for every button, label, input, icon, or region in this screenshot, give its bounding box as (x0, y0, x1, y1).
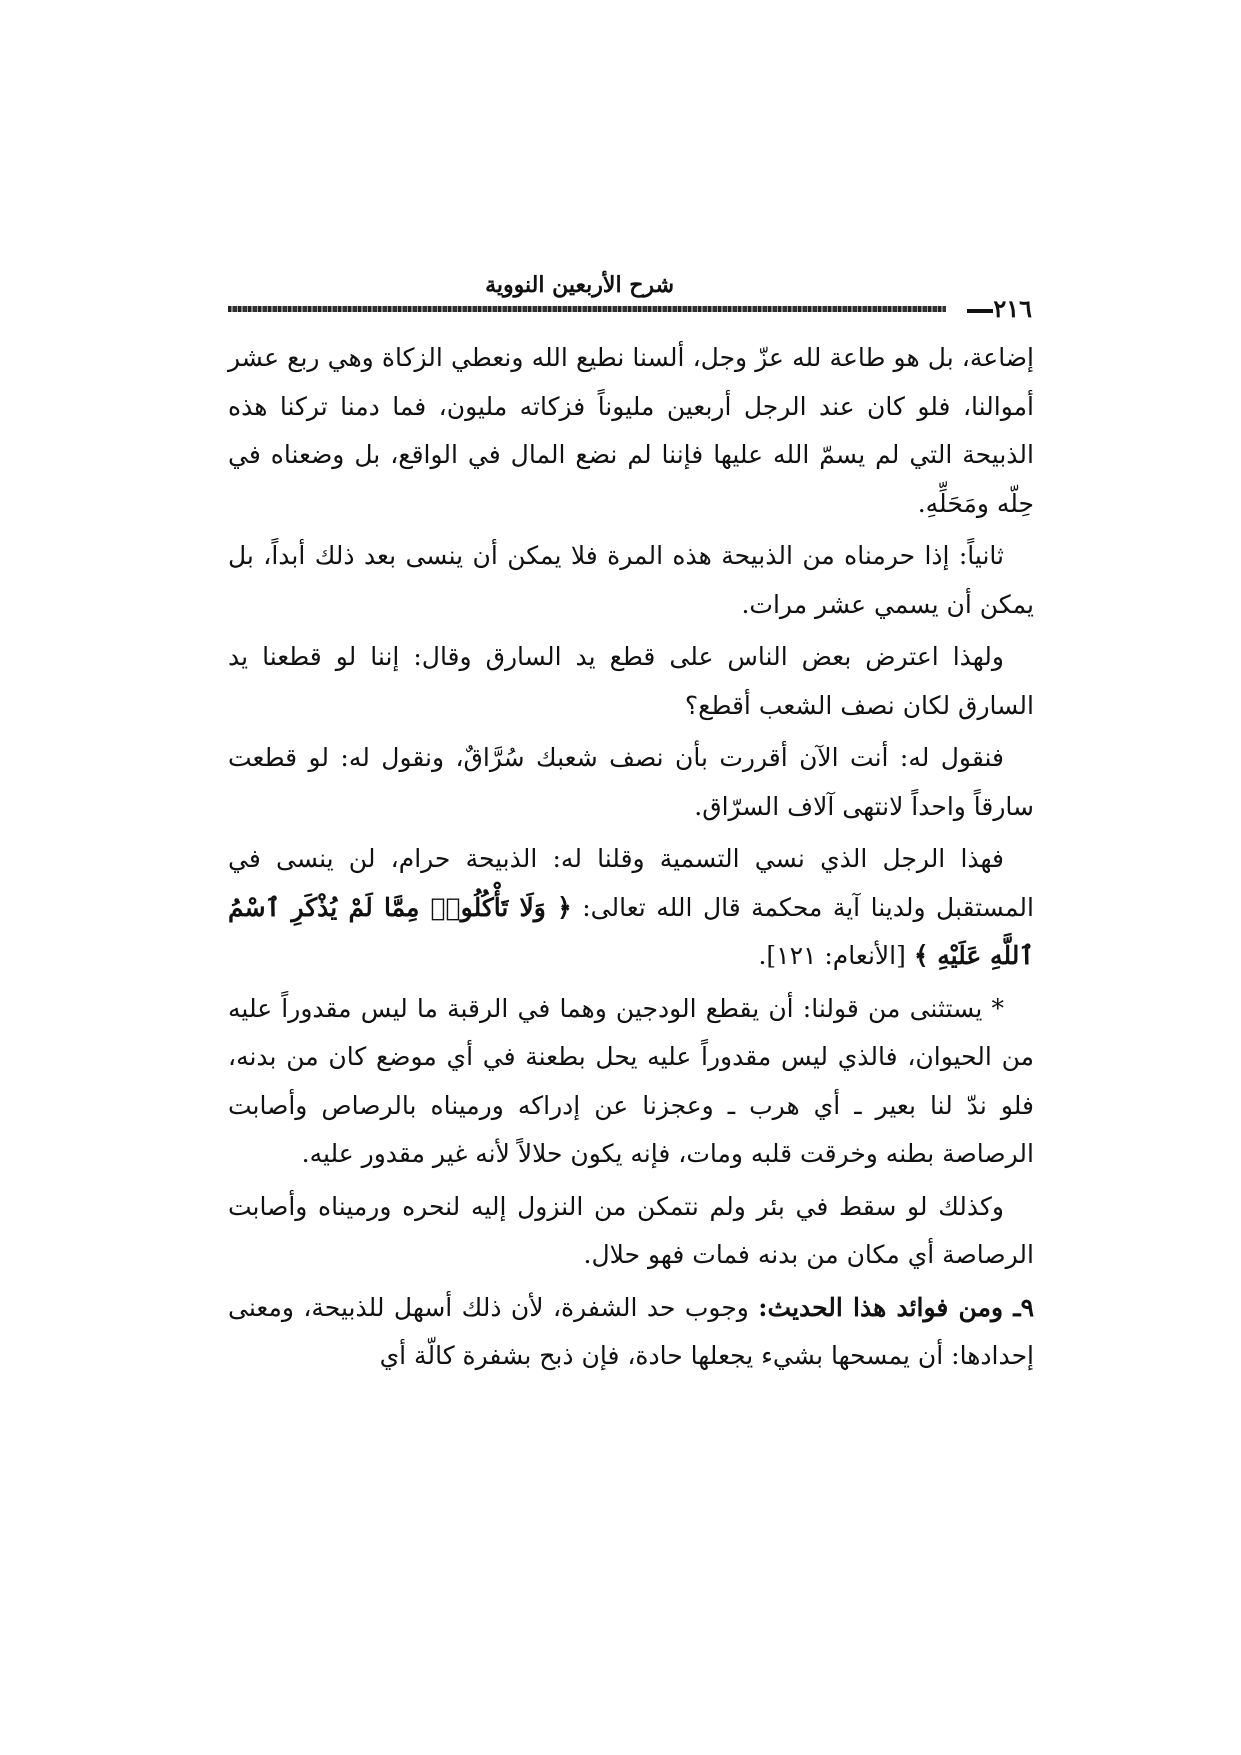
running-title: شرح الأربعين النووية (485, 272, 674, 298)
paragraph-with-verse (228, 835, 1034, 981)
quran-verse: ﴿ وَلَا تَأْكُلُوا۟ مِمَّا لَمْ يُذْكَرِ ٱسْمُ ٱللَّهِ عَلَيْهِ ﴾ (228, 892, 1034, 970)
section-lead: ٩ـ ومن فوائد هذا الحديث: (758, 1292, 1034, 1322)
paragraph: ولهذا اعترض بعض الناس على قطع يد السارق وقال: إننا لو قطعنا يد السارق لكان نصف الشعب أقطع؟ (228, 642, 1034, 720)
header-rule (228, 306, 946, 312)
page-number: ٢١٦ (993, 294, 1032, 323)
paragraph: * يستثنى من قولنا: أن يقطع الودجين وهما في الرقبة ما ليس مقدوراً عليه من الحيوان، فالذي ليس مقدوراً عليه يحل بطعنة في أي موضع كان من بدنه، فلو ندّ لنا بعير ـ أي هرب ـ وعجزنا عن إدراكه ورميناه بالرصاص وأصابت الرصاصة بطنه وخرقت قلبه ومات، فإنه يكون حلالاً لأنه غير مقدور عليه. (228, 993, 1034, 1168)
paragraph: إضاعة، بل هو طاعة لله عزّ وجل، ألسنا نطيع الله ونعطي الزكاة وهي ربع عشر أموالنا، فلو كان عند الرجل أربعين مليوناً فزكاته مليون، فما دمنا تركنا هذه الذبيحة التي لم يسمّ الله عليها فإننا لم نضع المال في الواقع، بل وضعناه في حِلّه ومَحَلِّهِ. (228, 343, 1034, 518)
paragraph: فنقول له: أنت الآن أقررت بأن نصف شعبك سُرَّاقٌ، ونقول له: لو قطعت سارقاً واحداً لانتهى آلاف السرّاق. (228, 743, 1034, 821)
paragraph-text: فهذا الرجل الذي نسي التسمية وقلنا له: الذبيحة حرام، لن ينسى في المستقبل ولدينا آية محكمة قال الله تعالى: (228, 844, 1034, 922)
paragraph-with-lead (228, 1284, 1034, 1381)
paragraph: وكذلك لو سقط في بئر ولم نتمكن من النزول إليه لنحره ورميناه وأصابت الرصاصة أي مكان من بدنه فمات فهو حلال. (228, 1191, 1034, 1269)
body-text (228, 334, 1034, 1385)
verse-citation: [الأنعام: ١٢١]. (758, 941, 906, 970)
paragraph-text: وجوب حد الشفرة، لأن ذلك أسهل للذبيحة، ومعنى إحدادها: أن يمسحها بشيء يجعلها حادة، فإن ذبح بشفرة كالّة أي (228, 1292, 1034, 1370)
page-header (228, 268, 1034, 324)
paragraph: ثانياً: إذا حرمناه من الذبيحة هذه المرة فلا يمكن أن ينسى بعد ذلك أبداً، بل يمكن أن يسمي عشر مرات. (228, 541, 1034, 619)
page-number-bar (967, 309, 993, 313)
page-number-block (963, 294, 1032, 323)
